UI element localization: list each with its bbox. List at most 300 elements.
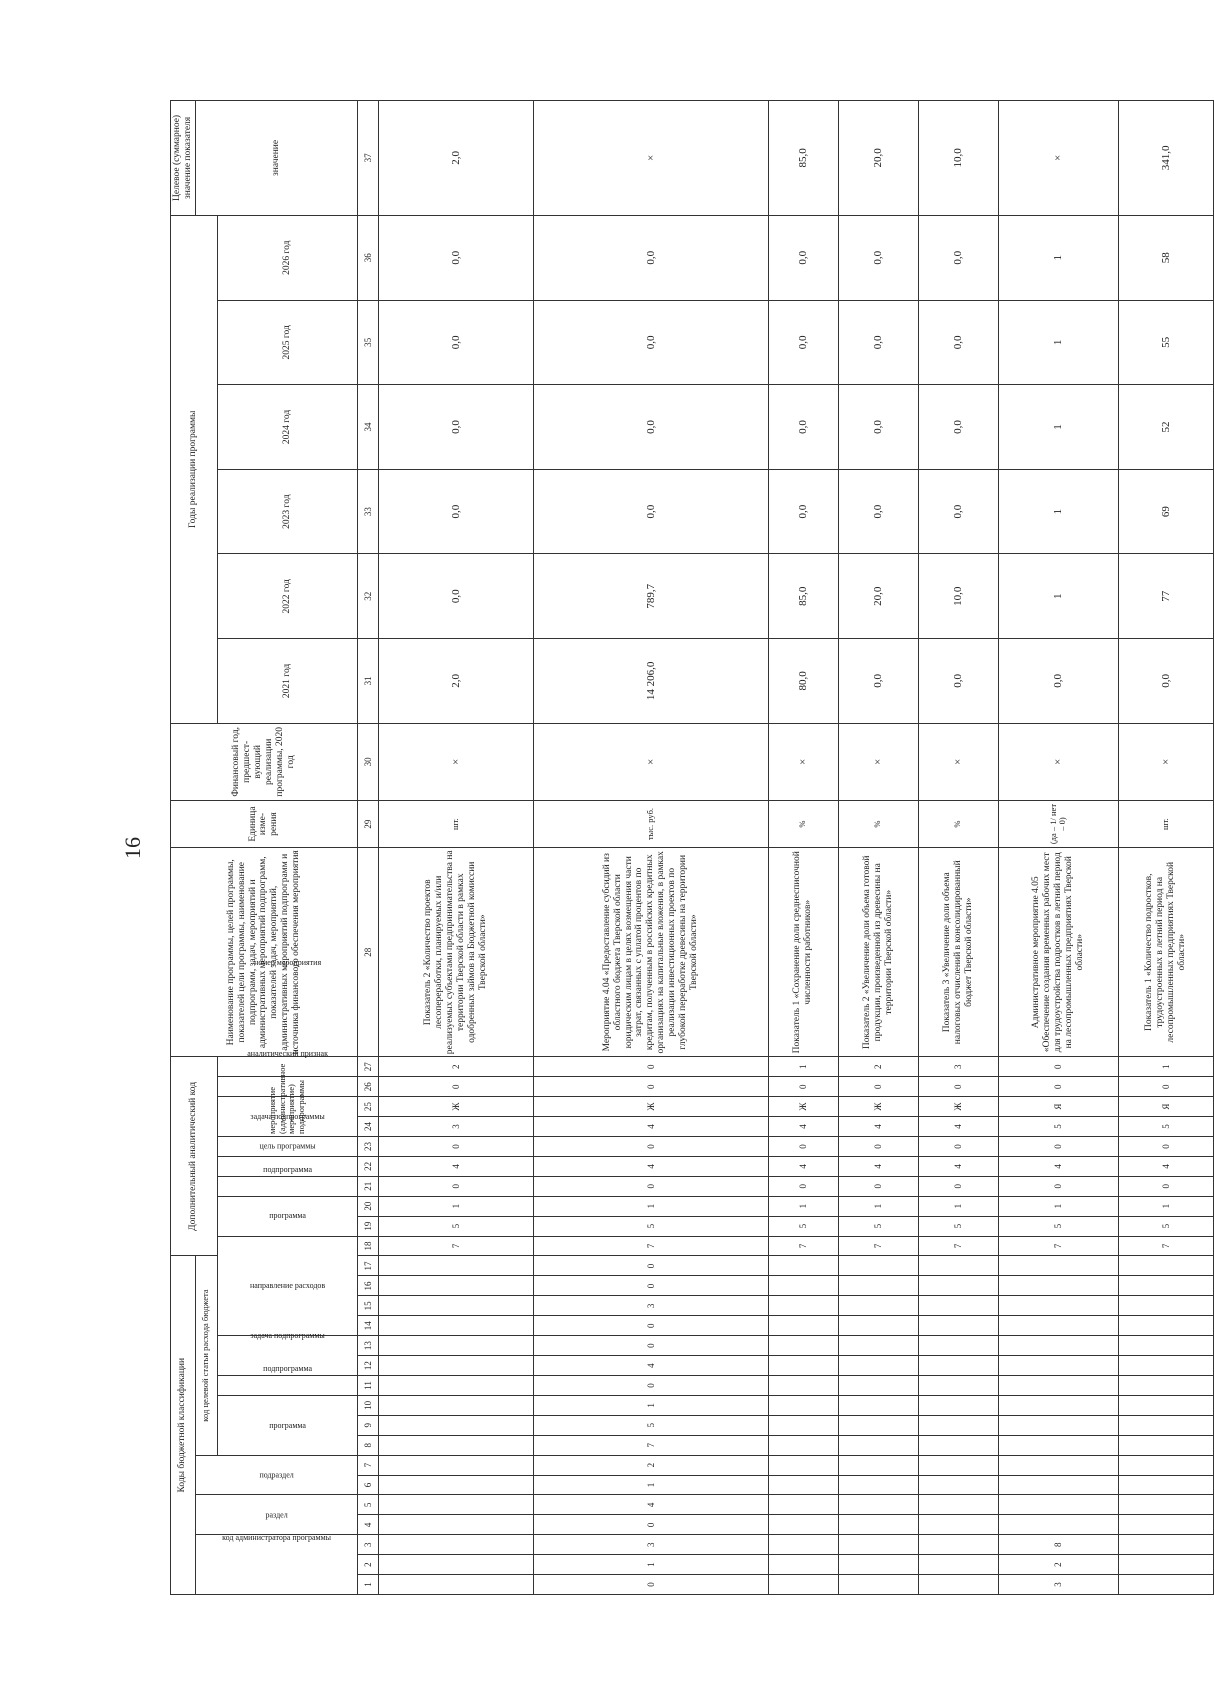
column-number: 25 xyxy=(357,1097,378,1117)
code-cell: 5 xyxy=(838,1216,918,1236)
code-cell: 0 xyxy=(1118,1176,1213,1196)
header-program2: программа xyxy=(217,1196,357,1236)
column-number: 3 xyxy=(357,1535,378,1555)
code-cell xyxy=(998,1316,1118,1336)
code-cell: 1 xyxy=(998,1196,1118,1216)
header-subsection: подраздел xyxy=(195,1455,357,1495)
column-number: 23 xyxy=(357,1136,378,1156)
column-number: 28 xyxy=(357,848,378,1057)
row-name: Мероприятие 4.04 «Предоставление субсидий из областного бюджета Тверской области юридическим лицам в целях возмещения части затрат, связанных с уплатой процентов по кредитам, полученным в российских кредитных организациях на капитальные вложения, в рамках реализации инвестиционных проектов по глубокой переработке древесины на территории Тверской области» xyxy=(533,848,768,1057)
row-name: Показатель 1 «Количество подростков, трудоустроенных в летний период на лесопромышленных предприятиях Тверской области» xyxy=(1118,848,1213,1057)
row-year-value: 20,0 xyxy=(838,554,918,639)
column-number: 34 xyxy=(357,385,378,470)
row-fin-year: × xyxy=(918,723,998,800)
code-cell xyxy=(998,1256,1118,1276)
code-cell: 1 xyxy=(1118,1196,1213,1216)
code-cell xyxy=(918,1356,998,1376)
row-year-value: 0,0 xyxy=(533,385,768,470)
row-year-value: 0,0 xyxy=(533,215,768,300)
code-cell: 3 xyxy=(998,1575,1118,1595)
code-cell: 4 xyxy=(533,1117,768,1137)
row-year-value: 14 206,0 xyxy=(533,639,768,724)
code-cell: 0 xyxy=(378,1077,533,1097)
code-cell xyxy=(918,1455,998,1475)
code-cell xyxy=(838,1495,918,1515)
row-year-value: 0,0 xyxy=(1118,639,1213,724)
row-year-value: 0,0 xyxy=(918,300,998,385)
table-row xyxy=(768,101,838,1595)
row-year-value: 0,0 xyxy=(378,554,533,639)
header-y2024: 2024 год xyxy=(217,385,357,470)
code-cell xyxy=(768,1376,838,1396)
code-cell: 5 xyxy=(533,1216,768,1236)
code-cell xyxy=(1118,1455,1213,1475)
code-cell: 1 xyxy=(838,1196,918,1216)
row-year-value: 55 xyxy=(1118,300,1213,385)
header-value: значение xyxy=(195,101,357,216)
code-cell xyxy=(1118,1276,1213,1296)
code-cell: 0 xyxy=(533,1176,768,1196)
header-target: Целевое (суммарное) значение показателя xyxy=(171,101,196,216)
code-cell: 0 xyxy=(838,1077,918,1097)
row-year-value: 0,0 xyxy=(378,469,533,554)
row-target: 85,0 xyxy=(768,101,838,216)
row-year-value: 1 xyxy=(998,554,1118,639)
code-cell xyxy=(998,1395,1118,1415)
row-year-value: 58 xyxy=(1118,215,1213,300)
code-cell: 5 xyxy=(998,1117,1118,1137)
row-year-value: 0,0 xyxy=(378,385,533,470)
row-target: 10,0 xyxy=(918,101,998,216)
code-cell xyxy=(918,1316,998,1336)
code-cell xyxy=(838,1376,918,1396)
code-cell xyxy=(768,1555,838,1575)
code-cell: 0 xyxy=(998,1077,1118,1097)
column-number: 9 xyxy=(357,1415,378,1435)
column-number: 5 xyxy=(357,1495,378,1515)
code-cell: 7 xyxy=(918,1236,998,1256)
code-cell: 1 xyxy=(918,1196,998,1216)
row-target: × xyxy=(998,101,1118,216)
code-cell: 5 xyxy=(533,1415,768,1435)
code-cell xyxy=(998,1495,1118,1515)
header-target-article: код целевой статьи расхода бюджета xyxy=(195,1256,217,1455)
column-number: 7 xyxy=(357,1455,378,1475)
code-cell xyxy=(378,1515,533,1535)
row-unit: % xyxy=(838,800,918,847)
code-cell: 0 xyxy=(533,1575,768,1595)
row-year-value: 69 xyxy=(1118,469,1213,554)
row-year-value: 10,0 xyxy=(918,554,998,639)
code-cell xyxy=(378,1555,533,1575)
code-cell xyxy=(838,1455,918,1475)
code-cell xyxy=(838,1256,918,1276)
header-analytic-sign: аналитический признак xyxy=(217,1077,357,1097)
row-year-value: 0,0 xyxy=(838,385,918,470)
code-cell: 0 xyxy=(533,1276,768,1296)
column-number: 17 xyxy=(357,1256,378,1276)
code-cell xyxy=(1118,1435,1213,1455)
header-y2021: 2021 год xyxy=(217,639,357,724)
row-year-value: 0,0 xyxy=(838,469,918,554)
code-cell: 1 xyxy=(768,1057,838,1077)
code-cell: Ж xyxy=(768,1097,838,1117)
row-year-value: 0,0 xyxy=(533,300,768,385)
code-cell: 3 xyxy=(533,1535,768,1555)
code-cell xyxy=(378,1336,533,1356)
code-cell: 0 xyxy=(918,1077,998,1097)
header-budget-codes: Коды бюджетной классификации xyxy=(171,1256,196,1595)
code-cell xyxy=(918,1276,998,1296)
row-fin-year: × xyxy=(378,723,533,800)
column-number: 29 xyxy=(357,800,378,847)
header-additional-code: Дополнительный аналитический код xyxy=(171,1057,218,1256)
column-number: 13 xyxy=(357,1336,378,1356)
code-cell xyxy=(838,1415,918,1435)
code-cell: 0 xyxy=(918,1176,998,1196)
code-cell: 0 xyxy=(533,1136,768,1156)
code-cell: 2 xyxy=(838,1057,918,1077)
code-cell xyxy=(378,1316,533,1336)
code-cell: 1 xyxy=(533,1475,768,1495)
code-cell: 1 xyxy=(768,1196,838,1216)
code-cell: 0 xyxy=(533,1336,768,1356)
code-cell: 0 xyxy=(918,1136,998,1156)
code-cell: 4 xyxy=(533,1156,768,1176)
column-number: 21 xyxy=(357,1176,378,1196)
table-row xyxy=(533,101,768,1595)
code-cell xyxy=(838,1515,918,1535)
code-cell: 1 xyxy=(533,1555,768,1575)
code-cell: 5 xyxy=(378,1216,533,1236)
code-cell: 1 xyxy=(378,1196,533,1216)
code-cell: 0 xyxy=(768,1077,838,1097)
code-cell xyxy=(1118,1415,1213,1435)
row-name: Показатель 2 «Количество проектов лесопереработки, планируемых и/или реализуемых субъектами предпринимательства на территории Тверской области в рамках одобренных займов на Бюджетной комиссии Тверской области» xyxy=(378,848,533,1057)
code-cell: 7 xyxy=(533,1236,768,1256)
code-cell: 0 xyxy=(378,1176,533,1196)
row-year-value: 789,7 xyxy=(533,554,768,639)
row-year-value: 0,0 xyxy=(918,385,998,470)
code-cell: 0 xyxy=(768,1176,838,1196)
header-admin-code: код администратора программы xyxy=(195,1535,357,1595)
code-cell xyxy=(378,1455,533,1475)
budget-table xyxy=(170,100,1214,1595)
header-event: мероприятие (административное мероприятие) подпрограммы xyxy=(217,1097,357,1137)
code-cell xyxy=(838,1575,918,1595)
column-number: 27 xyxy=(357,1057,378,1077)
row-target: × xyxy=(533,101,768,216)
header-y2025: 2025 год xyxy=(217,300,357,385)
code-cell xyxy=(838,1475,918,1495)
code-cell xyxy=(1118,1376,1213,1396)
code-cell xyxy=(1118,1535,1213,1555)
code-cell xyxy=(838,1435,918,1455)
code-cell: 5 xyxy=(918,1216,998,1236)
code-cell: Ж xyxy=(918,1097,998,1117)
code-cell: 0 xyxy=(998,1176,1118,1196)
row-year-value: 0,0 xyxy=(838,215,918,300)
code-cell xyxy=(378,1415,533,1435)
row-year-value: 1 xyxy=(998,300,1118,385)
column-number: 32 xyxy=(357,554,378,639)
code-cell: 4 xyxy=(918,1117,998,1137)
code-cell xyxy=(838,1296,918,1316)
row-year-value: 0,0 xyxy=(918,215,998,300)
code-cell: 5 xyxy=(1118,1216,1213,1236)
column-number: 1 xyxy=(357,1575,378,1595)
column-number: 8 xyxy=(357,1435,378,1455)
code-cell xyxy=(768,1336,838,1356)
code-cell: 2 xyxy=(998,1555,1118,1575)
code-cell: 0 xyxy=(998,1057,1118,1077)
code-cell: 0 xyxy=(838,1176,918,1196)
code-cell xyxy=(768,1495,838,1515)
code-cell: 1 xyxy=(533,1395,768,1415)
code-cell xyxy=(918,1415,998,1435)
row-year-value: 0,0 xyxy=(838,639,918,724)
code-cell: 0 xyxy=(378,1136,533,1156)
code-cell xyxy=(918,1515,998,1535)
code-cell xyxy=(378,1535,533,1555)
code-cell: 4 xyxy=(1118,1156,1213,1176)
code-cell: 7 xyxy=(1118,1236,1213,1256)
row-unit: тыс. руб. xyxy=(533,800,768,847)
code-cell xyxy=(918,1535,998,1555)
code-cell: 7 xyxy=(378,1236,533,1256)
column-number: 22 xyxy=(357,1156,378,1176)
column-number: 20 xyxy=(357,1196,378,1216)
code-cell: 0 xyxy=(533,1256,768,1276)
code-cell: 5 xyxy=(1118,1117,1213,1137)
row-year-value: 0,0 xyxy=(918,639,998,724)
code-cell xyxy=(918,1555,998,1575)
row-fin-year: × xyxy=(1118,723,1213,800)
code-cell xyxy=(378,1395,533,1415)
code-cell xyxy=(998,1356,1118,1376)
code-cell: 4 xyxy=(998,1156,1118,1176)
code-cell: 7 xyxy=(838,1236,918,1256)
code-cell xyxy=(998,1515,1118,1535)
code-cell xyxy=(838,1336,918,1356)
header-task2: задача подпрограммы xyxy=(217,1136,357,1156)
column-number: 18 xyxy=(357,1236,378,1256)
column-number: 6 xyxy=(357,1475,378,1495)
code-cell: 0 xyxy=(838,1136,918,1156)
code-cell xyxy=(918,1495,998,1515)
code-cell: 0 xyxy=(533,1515,768,1535)
code-cell: Я xyxy=(1118,1097,1213,1117)
code-cell xyxy=(768,1316,838,1336)
code-cell: 0 xyxy=(533,1057,768,1077)
column-number: 15 xyxy=(357,1296,378,1316)
code-cell xyxy=(918,1575,998,1595)
code-cell: 4 xyxy=(378,1156,533,1176)
row-unit: % xyxy=(768,800,838,847)
code-cell xyxy=(378,1276,533,1296)
header-event-number: номер мероприятия xyxy=(217,848,357,1077)
code-cell xyxy=(1118,1575,1213,1595)
column-number: 26 xyxy=(357,1077,378,1097)
code-cell xyxy=(378,1575,533,1595)
row-year-value: 80,0 xyxy=(768,639,838,724)
row-year-value: 52 xyxy=(1118,385,1213,470)
code-cell xyxy=(768,1256,838,1276)
code-cell xyxy=(918,1336,998,1356)
row-name: Показатель 2 «Увеличение доли объема готовой продукции, произведенной из древесины на территории Тверской области» xyxy=(838,848,918,1057)
column-number: 35 xyxy=(357,300,378,385)
code-cell: 2 xyxy=(378,1057,533,1077)
row-year-value: 1 xyxy=(998,385,1118,470)
header-program: программа xyxy=(217,1395,357,1455)
code-cell xyxy=(998,1435,1118,1455)
header-goal: цель программы xyxy=(217,1156,357,1176)
header-fin-year: Финансовый год, предшест-вующий реализации программы, 2020 год xyxy=(171,723,358,800)
code-cell xyxy=(768,1356,838,1376)
code-cell xyxy=(1118,1475,1213,1495)
code-cell: Ж xyxy=(533,1097,768,1117)
column-number: 11 xyxy=(357,1376,378,1396)
code-cell: 8 xyxy=(998,1535,1118,1555)
table-row xyxy=(1118,101,1213,1595)
code-cell: 0 xyxy=(1118,1077,1213,1097)
header-y2023: 2023 год xyxy=(217,469,357,554)
code-cell xyxy=(998,1455,1118,1475)
code-cell: 7 xyxy=(533,1435,768,1455)
row-year-value: 0,0 xyxy=(533,469,768,554)
code-cell xyxy=(1118,1515,1213,1535)
code-cell xyxy=(838,1356,918,1376)
code-cell: 3 xyxy=(918,1057,998,1077)
row-year-value: 77 xyxy=(1118,554,1213,639)
code-cell xyxy=(1118,1495,1213,1515)
column-number: 30 xyxy=(357,723,378,800)
row-year-value: 1 xyxy=(998,469,1118,554)
row-fin-year: × xyxy=(533,723,768,800)
code-cell xyxy=(378,1356,533,1376)
header-unit: Единица изме-рения xyxy=(171,800,358,847)
code-cell: 7 xyxy=(998,1236,1118,1256)
code-cell: Ж xyxy=(838,1097,918,1117)
code-cell: 0 xyxy=(768,1136,838,1156)
column-number: 24 xyxy=(357,1117,378,1137)
code-cell xyxy=(378,1435,533,1455)
code-cell: 2 xyxy=(533,1455,768,1475)
row-unit: (да – 1/ нет – 0) xyxy=(998,800,1118,847)
table-row xyxy=(838,101,918,1595)
code-cell xyxy=(838,1316,918,1336)
code-cell xyxy=(768,1415,838,1435)
header-section: раздел xyxy=(195,1495,357,1535)
code-cell xyxy=(378,1376,533,1396)
row-name: Административное мероприятие 4.05 «Обеспечение создания временных рабочих мест для трудоустройства подростков в летний период на лесопромышленных предприятиях Тверской области» xyxy=(998,848,1118,1057)
code-cell: 5 xyxy=(998,1216,1118,1236)
code-cell: Я xyxy=(998,1097,1118,1117)
row-fin-year: × xyxy=(768,723,838,800)
code-cell xyxy=(918,1435,998,1455)
code-cell xyxy=(918,1296,998,1316)
row-year-value: 0,0 xyxy=(838,300,918,385)
header-years: Годы реализации программы xyxy=(171,215,218,723)
code-cell: 1 xyxy=(1118,1057,1213,1077)
code-cell: 0 xyxy=(533,1077,768,1097)
header-y2022: 2022 год xyxy=(217,554,357,639)
column-number: 12 xyxy=(357,1356,378,1376)
column-number: 2 xyxy=(357,1555,378,1575)
code-cell: 3 xyxy=(378,1117,533,1137)
code-cell xyxy=(838,1276,918,1296)
row-year-value: 2,0 xyxy=(378,639,533,724)
rotated-table-wrapper xyxy=(170,100,1187,1595)
code-cell xyxy=(838,1555,918,1575)
column-number: 31 xyxy=(357,639,378,724)
column-number: 37 xyxy=(357,101,378,216)
code-cell xyxy=(998,1376,1118,1396)
code-cell: 0 xyxy=(998,1136,1118,1156)
code-cell xyxy=(378,1296,533,1316)
row-target: 20,0 xyxy=(838,101,918,216)
code-cell xyxy=(768,1455,838,1475)
column-number: 19 xyxy=(357,1216,378,1236)
code-cell: 0 xyxy=(1118,1136,1213,1156)
row-unit: шт. xyxy=(378,800,533,847)
row-year-value: 0,0 xyxy=(998,639,1118,724)
row-year-value: 85,0 xyxy=(768,554,838,639)
table-row xyxy=(918,101,998,1595)
code-cell: Ж xyxy=(378,1097,533,1117)
code-cell xyxy=(998,1336,1118,1356)
code-cell: 3 xyxy=(533,1296,768,1316)
code-cell: 4 xyxy=(533,1495,768,1515)
code-cell xyxy=(768,1395,838,1415)
code-cell xyxy=(918,1256,998,1276)
code-cell xyxy=(768,1575,838,1595)
table-body xyxy=(357,101,1213,1595)
code-cell xyxy=(918,1376,998,1396)
column-number: 14 xyxy=(357,1316,378,1336)
row-name: Показатель 3 «Увеличение доли объема налоговых отчислений в консолидированный бюджет Тверской области» xyxy=(918,848,998,1057)
column-number: 10 xyxy=(357,1395,378,1415)
header-subprogram: подпрограмма xyxy=(217,1376,357,1396)
code-cell: 4 xyxy=(768,1117,838,1137)
code-cell xyxy=(998,1415,1118,1435)
header-expense-direction: направление расходов xyxy=(217,1236,357,1336)
row-year-value: 1 xyxy=(998,215,1118,300)
row-year-value: 0,0 xyxy=(378,300,533,385)
table-row xyxy=(378,101,533,1595)
header-name: Наименование программы, целей программы, показателей цели программы, наименование подпрограмм, задач, мероприятий и административных мероприятий подпрограмм, показателей задач, мероприятий, административных мероприятий подпрограмм и источника финансового обеспечения мероприятия xyxy=(171,848,358,1057)
row-target: 341,0 xyxy=(1118,101,1213,216)
code-cell xyxy=(378,1475,533,1495)
column-number: 16 xyxy=(357,1276,378,1296)
code-cell xyxy=(918,1395,998,1415)
code-cell: 4 xyxy=(838,1156,918,1176)
page-number: 16 xyxy=(120,837,145,859)
header-task: задача подпрограммы xyxy=(217,1336,357,1376)
code-cell: 0 xyxy=(533,1376,768,1396)
code-cell xyxy=(1118,1316,1213,1336)
row-target: 2,0 xyxy=(378,101,533,216)
row-fin-year: × xyxy=(998,723,1118,800)
row-name: Показатель 1 «Сохранение доли среднесписочной численности работников» xyxy=(768,848,838,1057)
code-cell xyxy=(838,1535,918,1555)
column-numbers-row xyxy=(357,101,378,1595)
code-cell: 7 xyxy=(768,1236,838,1256)
code-cell: 0 xyxy=(533,1316,768,1336)
code-cell xyxy=(998,1276,1118,1296)
column-number: 33 xyxy=(357,469,378,554)
row-unit: шт. xyxy=(1118,800,1213,847)
